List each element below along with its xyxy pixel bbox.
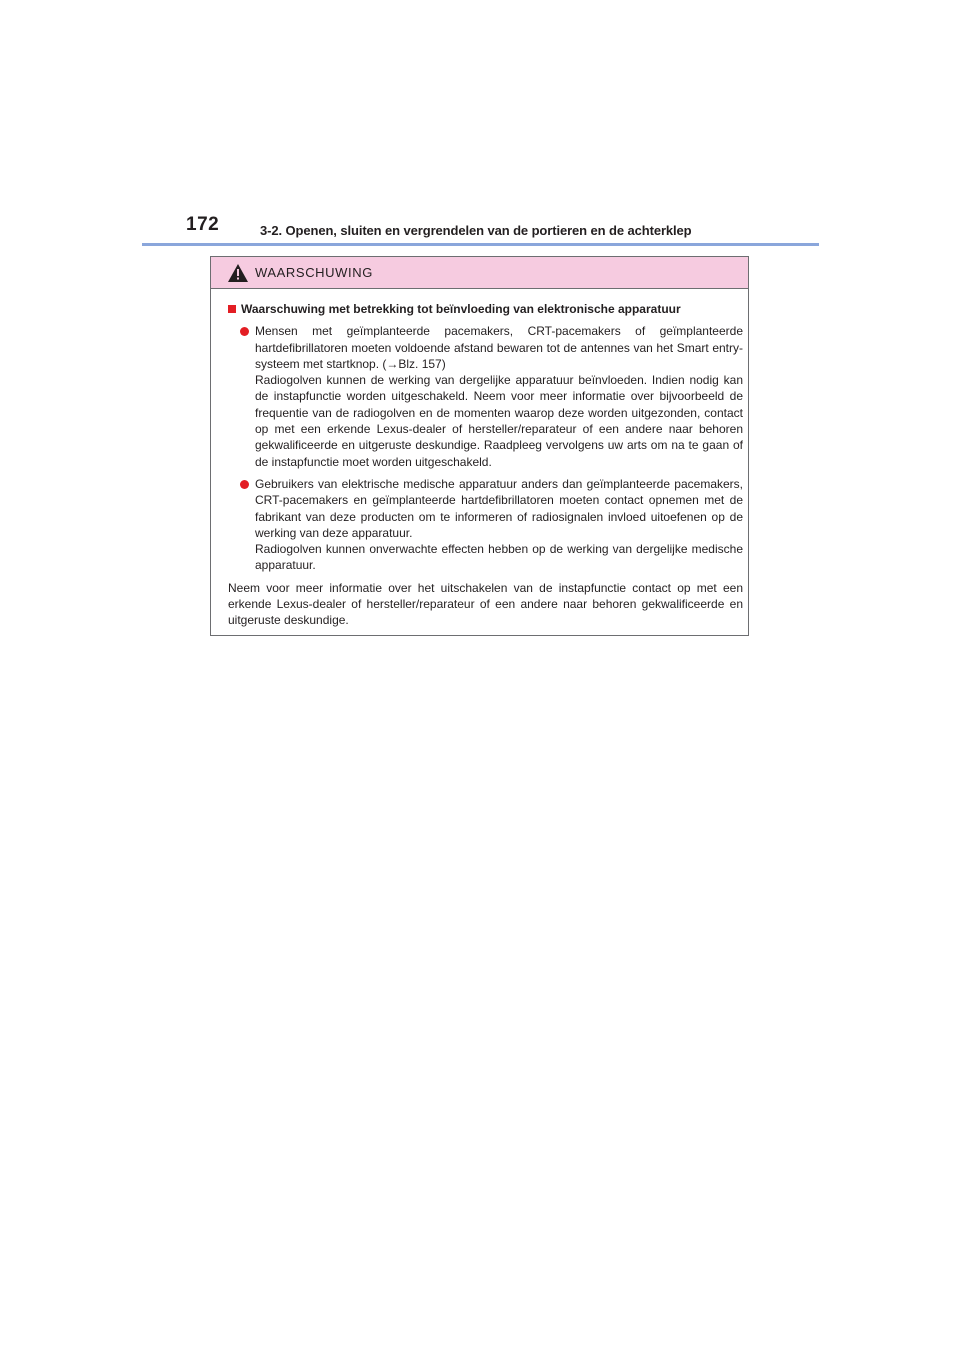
warning-subheading	[228, 301, 743, 317]
section-title: 3-2. Openen, sluiten en vergrendelen van de portieren en de achterklep	[260, 223, 692, 238]
subheading-text: Waarschuwing met betrekking tot beïnvloeding van elektronische apparatuur	[241, 302, 681, 316]
red-square-icon	[228, 305, 236, 313]
bullet-item	[240, 476, 743, 574]
bullet-item	[240, 323, 743, 470]
bullet-paragraph: Radiogolven kunnen de werking van dergelijke apparatuur beïnvloeden. Indien nodig kan de instapfunctie worden uitgeschakeld. Neem voor meer informatie over bijvoorbeeld de frequentie van de radiogolven en de momenten waarop deze worden uitgezonden, contact op met een erkende Lexus-dealer of hersteller/reparateur of een andere naar behoren gekwalificeerde en uitgeruste deskundige. Raadpleeg vervolgens uw arts om na te gaan of de instapfunctie moet worden uitgeschakeld.	[255, 373, 743, 469]
warning-header	[211, 257, 748, 289]
bullet-paragraph: Radiogolven kunnen onverwachte effecten hebben op de werking van dergelijke medische apparatuur.	[255, 542, 743, 573]
warning-label: WAARSCHUWING	[255, 265, 373, 280]
red-dot-icon	[240, 327, 249, 336]
red-dot-icon	[240, 480, 249, 489]
warning-box	[210, 256, 749, 636]
page-number: 172	[186, 214, 220, 235]
warning-body	[228, 301, 743, 629]
bullet-paragraph: Mensen met geïmplanteerde pacemakers, CRT-pacemakers of geïmplanteerde hartdefibrillatoren moeten voldoende afstand bewaren tot de antennes van het Smart entry-systeem met startknop. (→Blz. 157)	[255, 324, 743, 371]
header-rule	[142, 243, 819, 246]
closing-paragraph: Neem voor meer informatie over het uitschakelen van de instapfunctie contact op met een erkende Lexus-dealer of hersteller/reparateur of een andere naar behoren gekwalificeerde en uitgeruste deskundige.	[228, 580, 743, 628]
bullet-paragraph: Gebruikers van elektrische medische apparatuur anders dan geïmplanteerde pacemakers, CRT-pacemakers en geïmplanteerde hartdefibrillatoren moeten contact opnemen met de fabrikant van deze producten om te informeren of radiosignalen invloed uitoefenen op de werking van deze apparatuur.	[255, 476, 743, 540]
warning-triangle-icon	[228, 264, 248, 282]
